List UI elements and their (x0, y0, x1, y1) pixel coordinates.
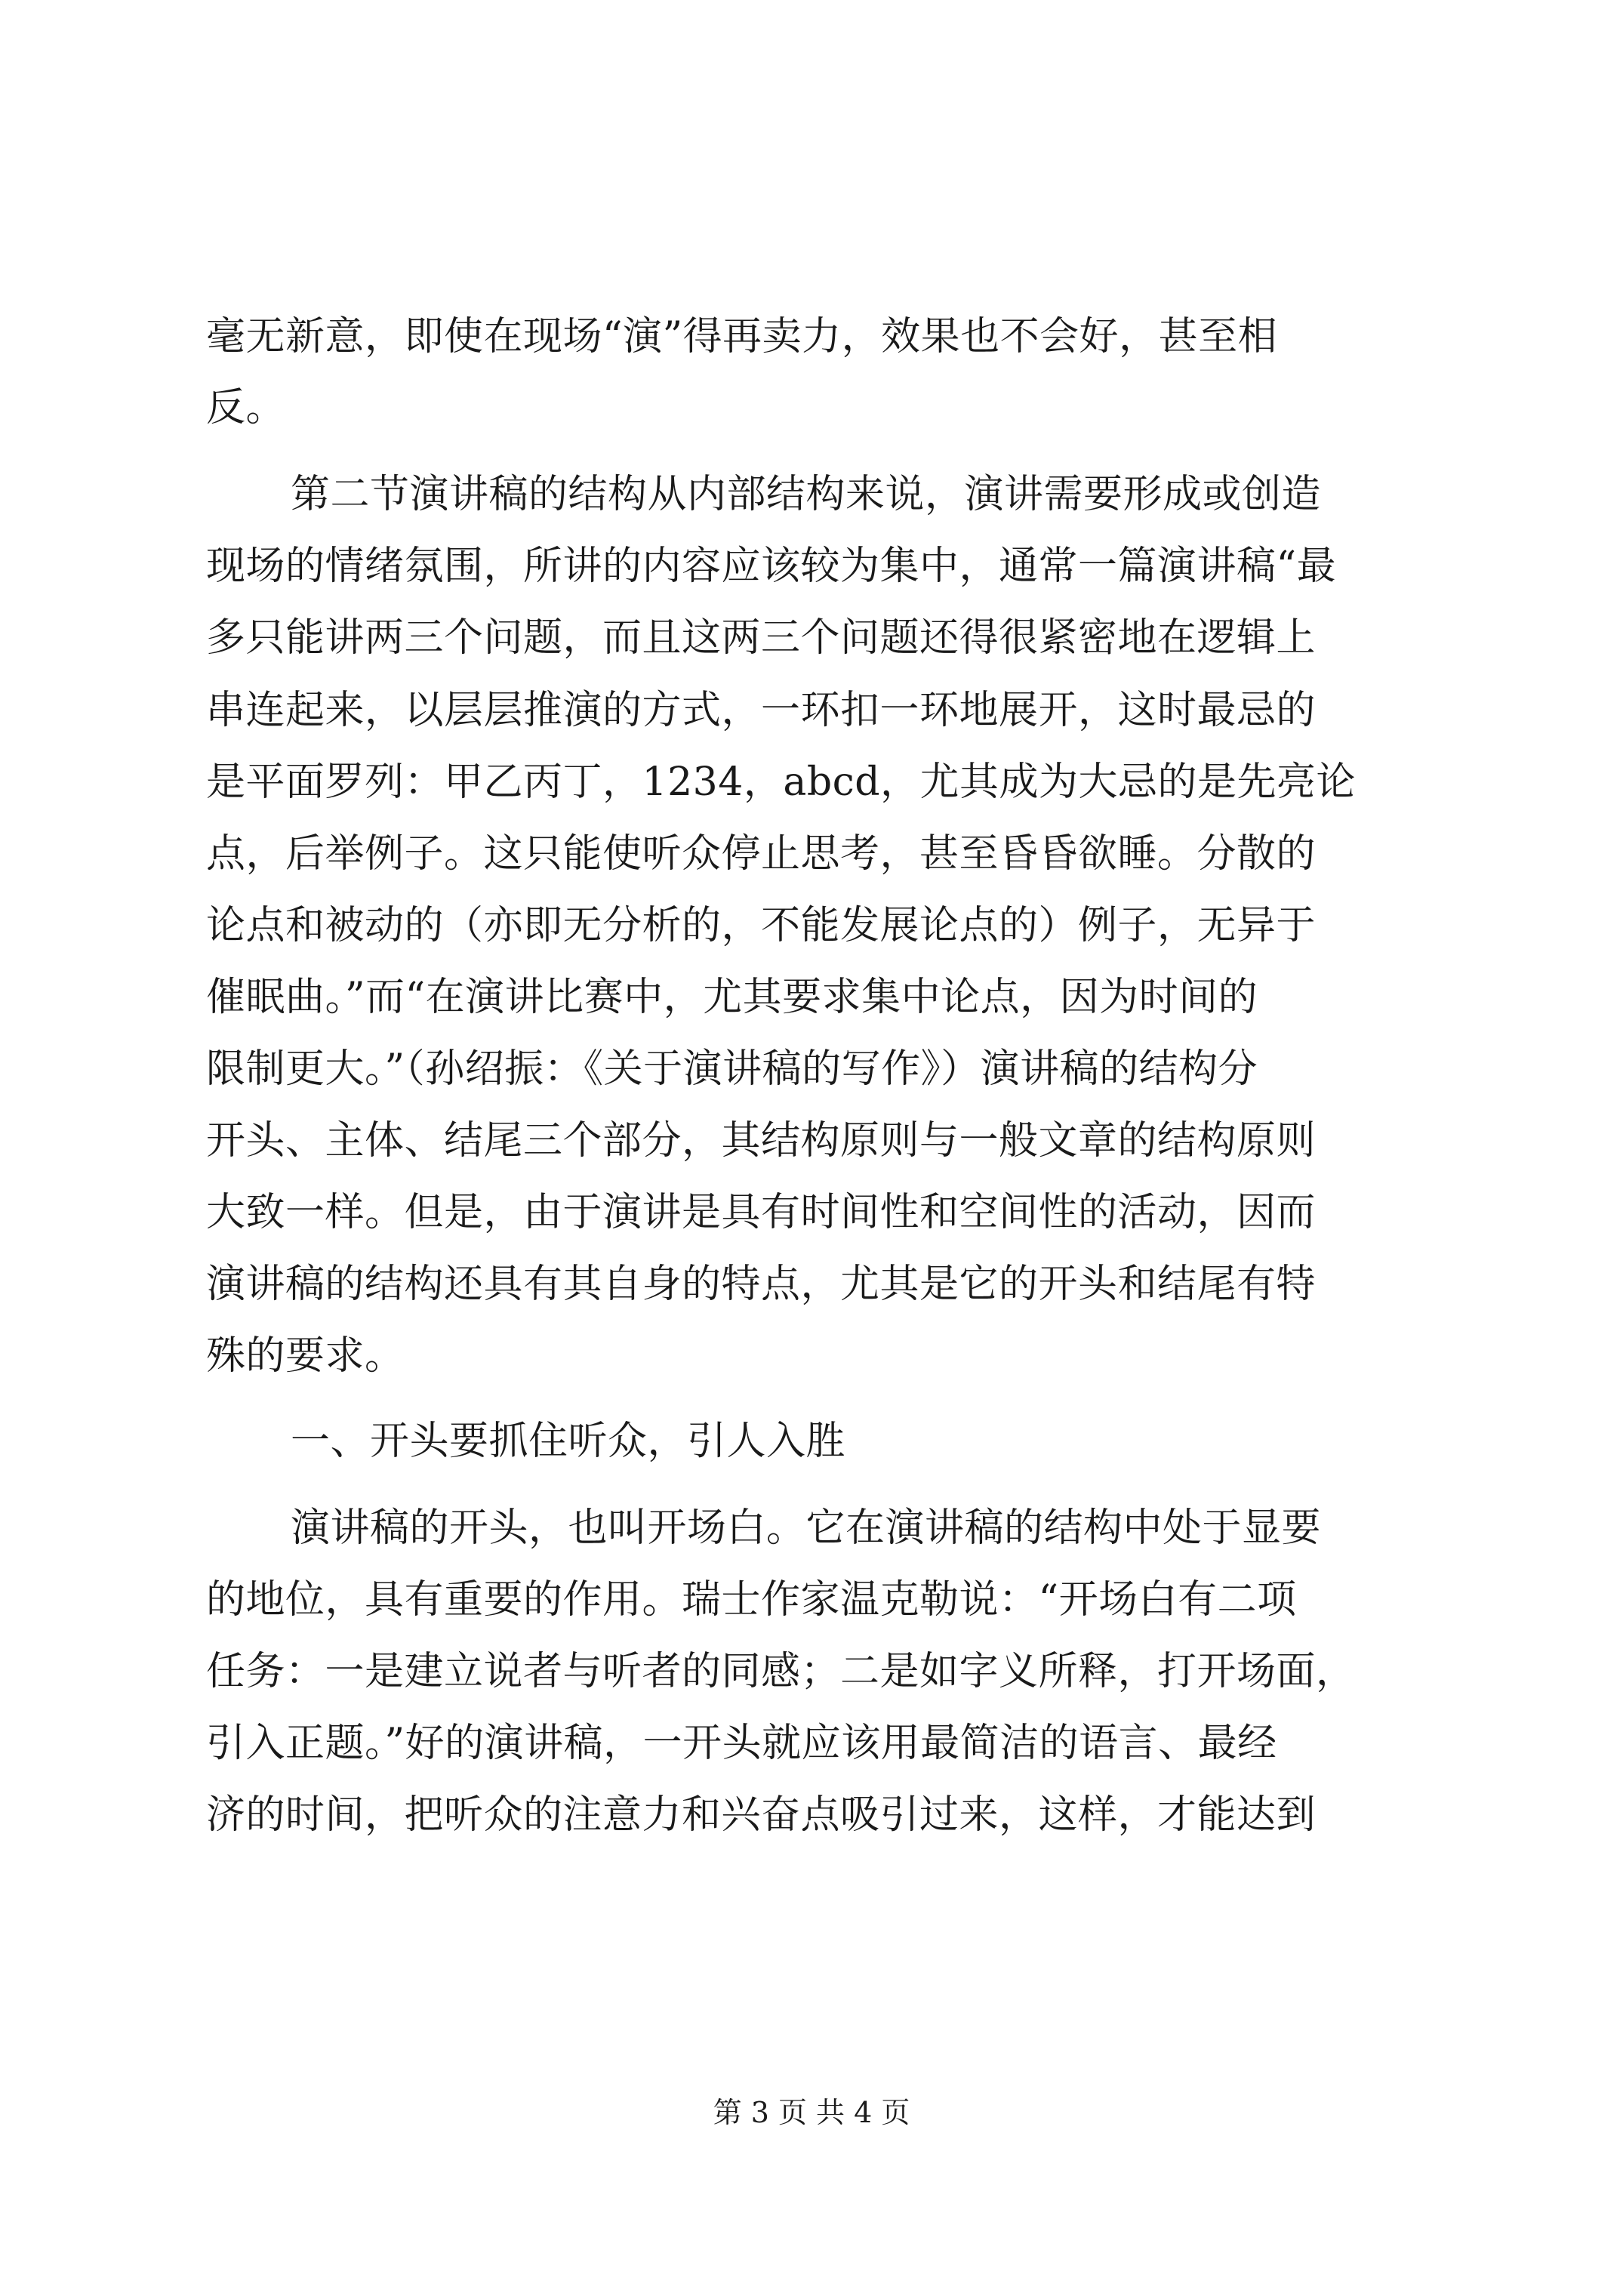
text-line: 引入正题。”好的演讲稿，一开头就应该用最简洁的语言、最经 (206, 1721, 1277, 1766)
text-line: 任务：一是建立说者与听者的同感；二是如字义所释，打开场面， (206, 1649, 1356, 1694)
text-line: 毫无新意，即使在现场“演”得再卖力，效果也不会好，甚至相 (206, 314, 1278, 359)
text-line: 多只能讲两三个问题，而且这两三个问题还得很紧密地在逻辑上 (206, 615, 1317, 661)
paragraph-first-line: 第二节演讲稿的结构从内部结构来说，演讲需要形成或创造 (291, 472, 1322, 517)
text-line: 论点和被动的（亦即无分析的，不能发展论点的）例子，无异于 (206, 903, 1317, 948)
text-line: 是平面罗列：甲乙丙丁，1234，abcd，尤其成为大忌的是先亮论 (206, 760, 1357, 805)
text-line: 点，后举例子。这只能使听众停止思考，甚至昏昏欲睡。分散的 (206, 831, 1317, 877)
text-line: 反。 (206, 385, 286, 430)
page-footer: 第 3 页 共 4 页 (713, 2096, 910, 2129)
text-line: 大致一样。但是，由于演讲是具有时间性和空间性的活动，因而 (206, 1190, 1317, 1235)
text-line: 催眠曲。”而“在演讲比赛中，尤其要求集中论点，因为时间的 (206, 975, 1258, 1020)
text-line: 现场的情绪氛围，所讲的内容应该较为集中，通常一篇演讲稿“最 (206, 544, 1337, 589)
text-line: 济的时间，把听众的注意力和兴奋点吸引过来，这样，才能达到 (206, 1792, 1317, 1838)
text-line: 殊的要求。 (206, 1333, 405, 1379)
section-heading: 一、开头要抓住听众，引人入胜 (291, 1419, 846, 1464)
text-line: 开头、主体、结尾三个部分，其结构原则与一般文章的结构原则 (206, 1118, 1317, 1163)
paragraph-first-line: 演讲稿的开头，也叫开场白。它在演讲稿的结构中处于显要 (291, 1505, 1322, 1551)
text-line: 演讲稿的结构还具有其自身的特点，尤其是它的开头和结尾有特 (206, 1262, 1317, 1307)
text-line: 的地位，具有重要的作用。瑞士作家温克勒说：“开场白有二项 (206, 1577, 1297, 1623)
text-line: 限制更大。”（孙绍振：《关于演讲稿的写作》）演讲稿的结构分 (206, 1046, 1258, 1092)
text-line: 串连起来，以层层推演的方式，一环扣一环地展开，这时最忌的 (206, 688, 1317, 733)
